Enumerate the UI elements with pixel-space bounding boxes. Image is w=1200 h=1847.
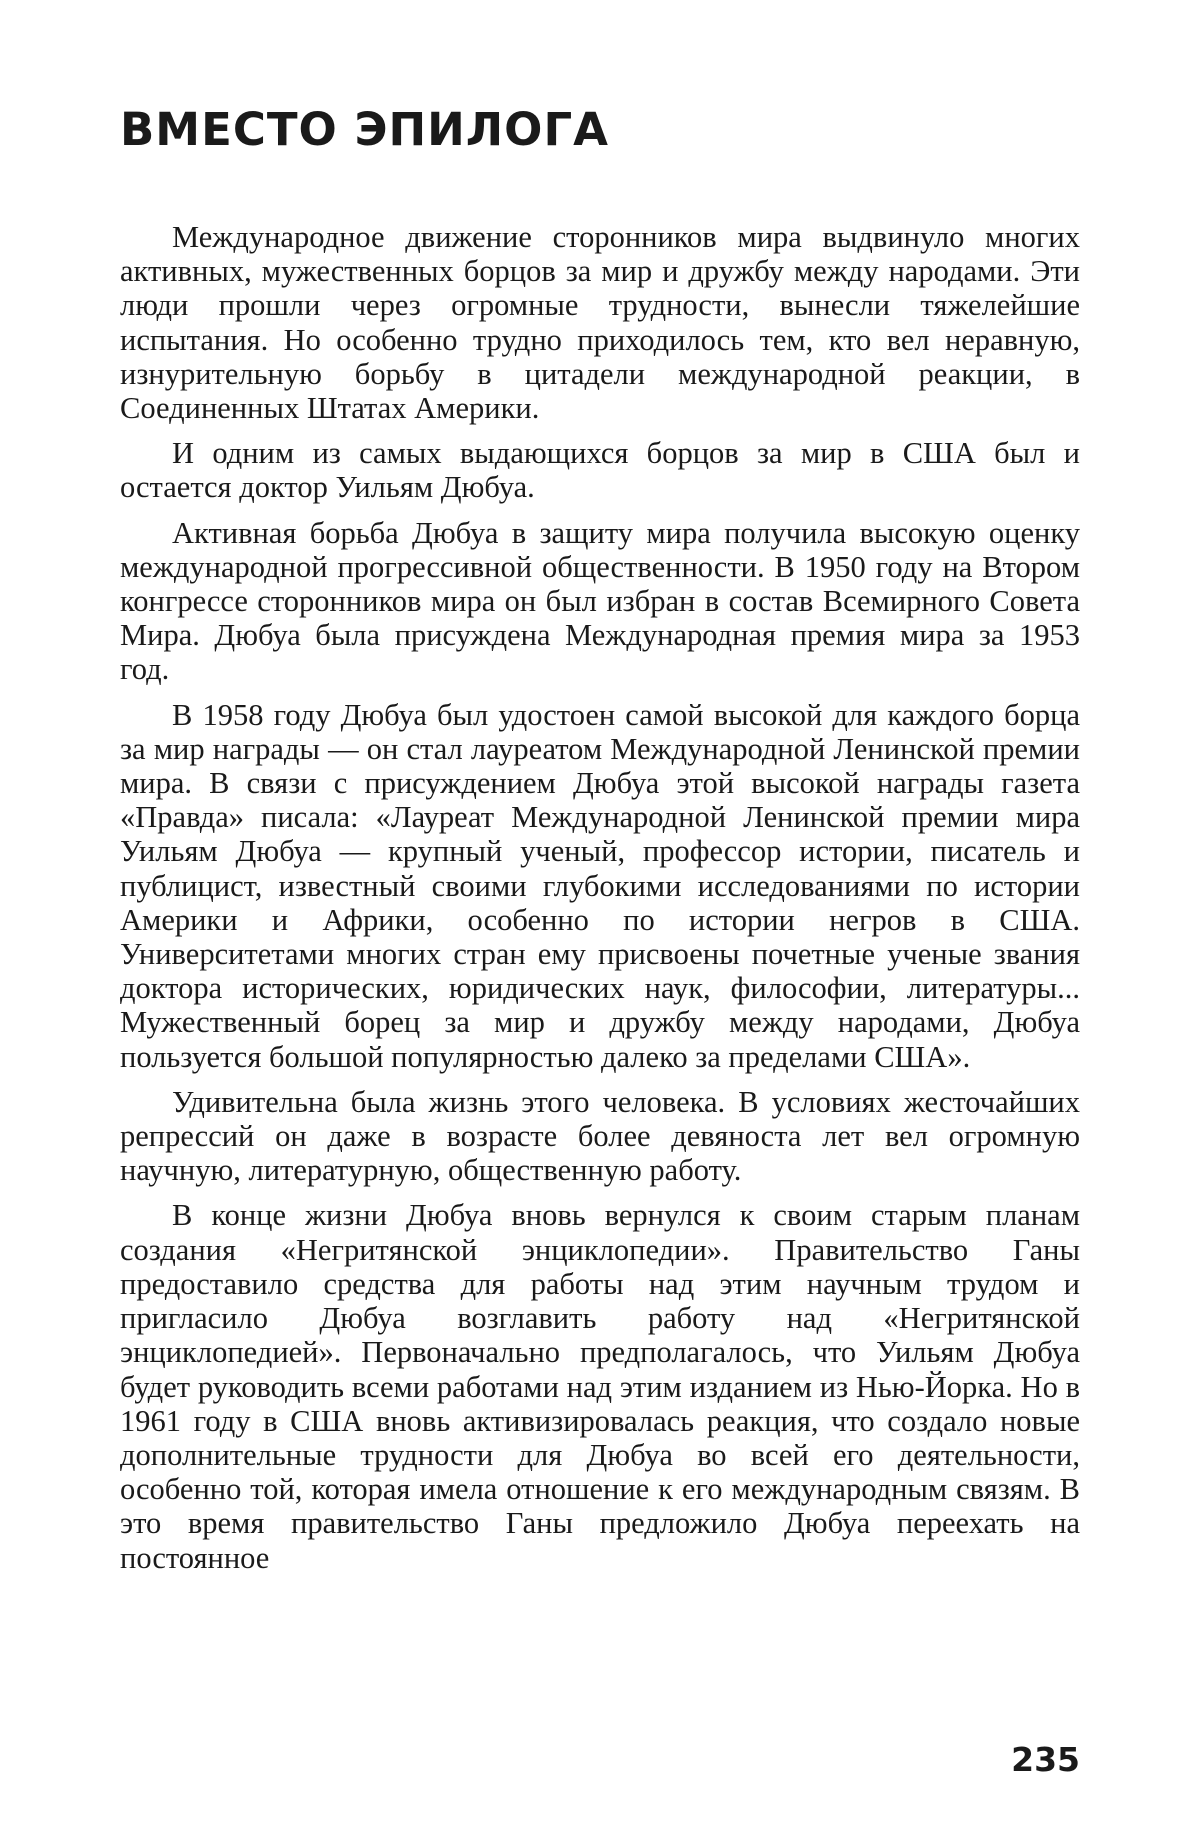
paragraph: Удивительна была жизнь этого человека. В условиях жесточайших репрессий он даже в возрасте более девяноста лет вел огромную научную, литературную, общественную работу.	[120, 1084, 1080, 1188]
chapter-heading: ВМЕСТО ЭПИЛОГА	[120, 103, 609, 156]
paragraph: В 1958 году Дюбуа был удостоен самой высокой для каждого борца за мир награды — он стал лауреатом Международной Ленинской премии мира. В связи с присуждением Дюбуа этой высокой награды газета «Правда» писала: «Лауреат Международной Ленинской премии мира Уильям Дюбуа — крупный ученый, профессор истории, писатель и публицист, известный своими глубокими исследованиями по истории Америки и Африки, особенно по истории негров в США. Университетами многих стран ему присвоены почетные ученые звания доктора исторических, юридических наук, философии, литературы... Мужественный борец за мир и дружбу между народами, Дюбуа пользуется большой популярностью далеко за пределами США».	[120, 697, 1080, 1074]
paragraph: Международное движение сторонников мира выдвинуло многих активных, мужественных борцов за мир и дружбу между народами. Эти люди прошли через огромные трудности, вынесли тяжелейшие испытания. Но особенно трудно приходилось тем, кто вел неравную, изнурительную борьбу в цитадели международной реакции, в Соединенных Штатах Америки.	[120, 220, 1080, 426]
paragraph: И одним из самых выдающихся борцов за мир в США был и остается доктор Уильям Дюбуа.	[120, 436, 1080, 505]
page-number: 235	[1011, 1740, 1080, 1779]
paragraph: В конце жизни Дюбуа вновь вернулся к своим старым планам создания «Негритянской энциклопедии». Правительство Ганы предоставило средства для работы над этим научным трудом и пригласило Дюбуа возглавить работу над «Негритянской энциклопедией». Первоначально предполагалось, что Уильям Дюбуа будет руководить всеми работами над этим изданием из Нью-Йорка. Но в 1961 году в США вновь активизировалась реакция, что создало новые дополнительные трудности для Дюбуа во всей его деятельности, особенно той, которая имела отношение к его международным связям. В это время правительство Ганы предложило Дюбуа переехать на постоянное	[120, 1198, 1080, 1575]
body-text	[120, 220, 1080, 1586]
paragraph: Активная борьба Дюбуа в защиту мира получила высокую оценку международной прогрессивной общественности. В 1950 году на Втором конгрессе сторонников мира он был избран в состав Всемирного Совета Мира. Дюбуа была присуждена Международная премия мира за 1953 год.	[120, 515, 1080, 687]
